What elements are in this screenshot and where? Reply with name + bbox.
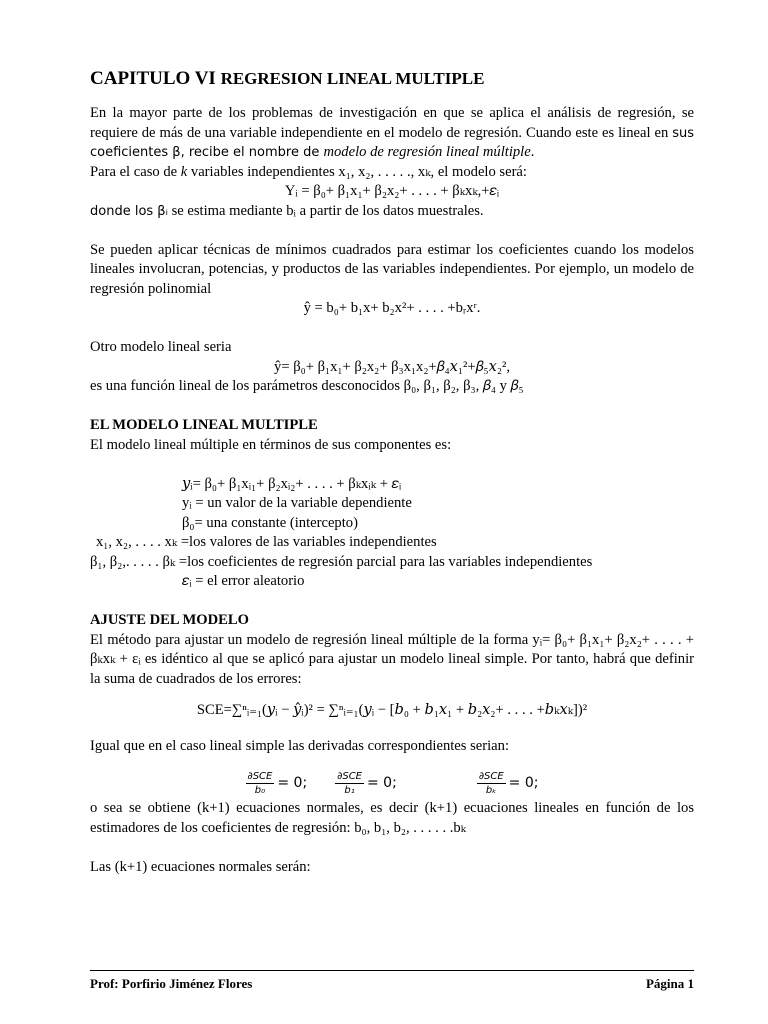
intro-text: En la mayor parte de los problemas de investigación en que se aplica el análisis de regresión, se requiere de más de una variable independiente en el modelo de regresión. Cuando este es lineal en — [90, 105, 694, 141]
ajuste-heading: AJUSTE DEL MODELO — [90, 612, 249, 628]
page-title — [90, 66, 694, 92]
deriv-num: ∂SCE — [337, 771, 362, 782]
vars-text-b: variables independientes x₁, x₂, . . . . ., xₖ, el modelo será: — [187, 163, 527, 180]
def-beta: β₁, β₂,. . . . . βₖ =los coeficientes de regresión parcial para las variables independientes — [90, 553, 593, 570]
model-equation: Yᵢ = β₀+ β₁x₁+ β₂x₂+ . . . . + βₖxₖ,+𝜀ᵢ — [284, 183, 500, 199]
otro-text: es una función lineal de los parámetros desconocidos β₀, β₁, β₂, β₃, 𝛽₄ y 𝛽₅ — [90, 378, 524, 394]
intro-paragraph — [90, 104, 694, 163]
deriv-num: ∂SCE — [478, 771, 504, 782]
otro-label: Otro modelo lineal seria — [90, 339, 232, 355]
intro-period: . — [530, 144, 535, 160]
poly-paragraph: Se pueden aplicar técnicas de mínimos cuadrados para estimar los coeficientes cuando los modelos lineales involucran, potencias, y productos de las variables independientes. Por ejemplo, un modelo de regresión polinomial — [90, 241, 694, 297]
variables-paragraph — [90, 163, 694, 183]
deriv-rhs: = 0; — [277, 774, 308, 791]
derivatives-row — [90, 770, 694, 797]
def-x: x₁, x₂, . . . . xₖ =los valores de las variables independientes — [96, 534, 437, 550]
donde-line — [90, 202, 694, 222]
normal-text: o sea se obtiene (k+1) ecuaciones normales, es decir (k+1) ecuaciones lineales en función de los estimadores de los coeficientes de regresión: b₀, b₁, b₂, . . . . . .bₖ — [90, 800, 694, 836]
modelo-equation: 𝑦ᵢ= β₀+ β₁xᵢ₁+ β₂xᵢ₂+ . . . . + βₖxᵢₖ + 𝜀ᵢ — [182, 475, 402, 492]
poly-equation: ŷ = b₀+ b₁x+ b₂x²+ . . . . +bᵣxʳ. — [303, 300, 481, 316]
deriv-b1 — [335, 770, 397, 797]
vars-text-a: Para el caso de — [90, 163, 181, 180]
vars-k: k — [180, 163, 188, 180]
deriv-bk — [477, 770, 539, 797]
modelo-heading: EL MODELO LINEAL MULTIPLE — [90, 417, 318, 433]
deriv-den: b₁ — [344, 785, 355, 796]
deriv-b0 — [246, 770, 308, 797]
def-y: yᵢ = un valor de la variable dependiente — [182, 495, 412, 511]
page-content — [90, 66, 694, 877]
donde-text: se estima mediante bᵢ a partir de los datos muestrales. — [167, 202, 484, 219]
deriv-rhs: = 0; — [367, 774, 397, 791]
otro-equation: ŷ= β₀+ β₁x₁+ β₂x₂+ β₃x₁x₂+𝛽₄𝑥₁²+𝛽₅𝑥₂², — [274, 358, 510, 375]
def-b0: β₀= una constante (intercepto) — [182, 514, 358, 531]
modelo-text: El modelo lineal múltiple en términos de sus componentes es: — [90, 436, 452, 453]
deriv-rhs: = 0; — [508, 774, 539, 791]
sce-equation: SCE=∑ⁿᵢ₌₁(𝑦ᵢ − 𝑦̂ᵢ)² = ∑ⁿᵢ₌₁(𝑦ᵢ − [𝑏₀ + 𝑏₁𝑥₁ + 𝑏₂𝑥₂+ . . . . +𝑏ₖ𝑥ₖ])² — [196, 702, 588, 718]
donde-label: donde los βᵢ — [90, 203, 168, 219]
last-line: Las (k+1) ecuaciones normales serán: — [90, 858, 311, 875]
footer-page-number: Página 1 — [645, 976, 694, 991]
chapter-title: REGRESION LINEAL MULTIPLE — [220, 69, 485, 88]
deriv-text: Igual que en el caso lineal simple las derivadas correspondientes serian: — [90, 737, 510, 754]
footer-author: Prof: Porfirio Jiménez Flores — [90, 976, 253, 991]
intro-emphasis: modelo de regresión lineal múltiple — [323, 144, 531, 160]
page-footer — [90, 970, 694, 994]
ajuste-text: El método para ajustar un modelo de regresión lineal múltiple de la forma yᵢ= β₀+ β₁x₁+ β₂x₂+ . . . . + βₖxₖ + εᵢ es idéntico al que se aplicó para ajustar un modelo lineal simple. Por tanto, habrá que definir la suma de cuadrados de los errores: — [90, 631, 694, 687]
chapter-label: CAPITULO VI — [90, 68, 216, 89]
deriv-den: b₀ — [254, 785, 266, 796]
deriv-num: ∂SCE — [247, 771, 273, 782]
def-error: 𝜀ᵢ = el error aleatorio — [182, 573, 305, 589]
deriv-den: bₖ — [485, 785, 497, 796]
intro-text-b: sus coeficientes β, recibe el nombre de — [90, 125, 694, 160]
